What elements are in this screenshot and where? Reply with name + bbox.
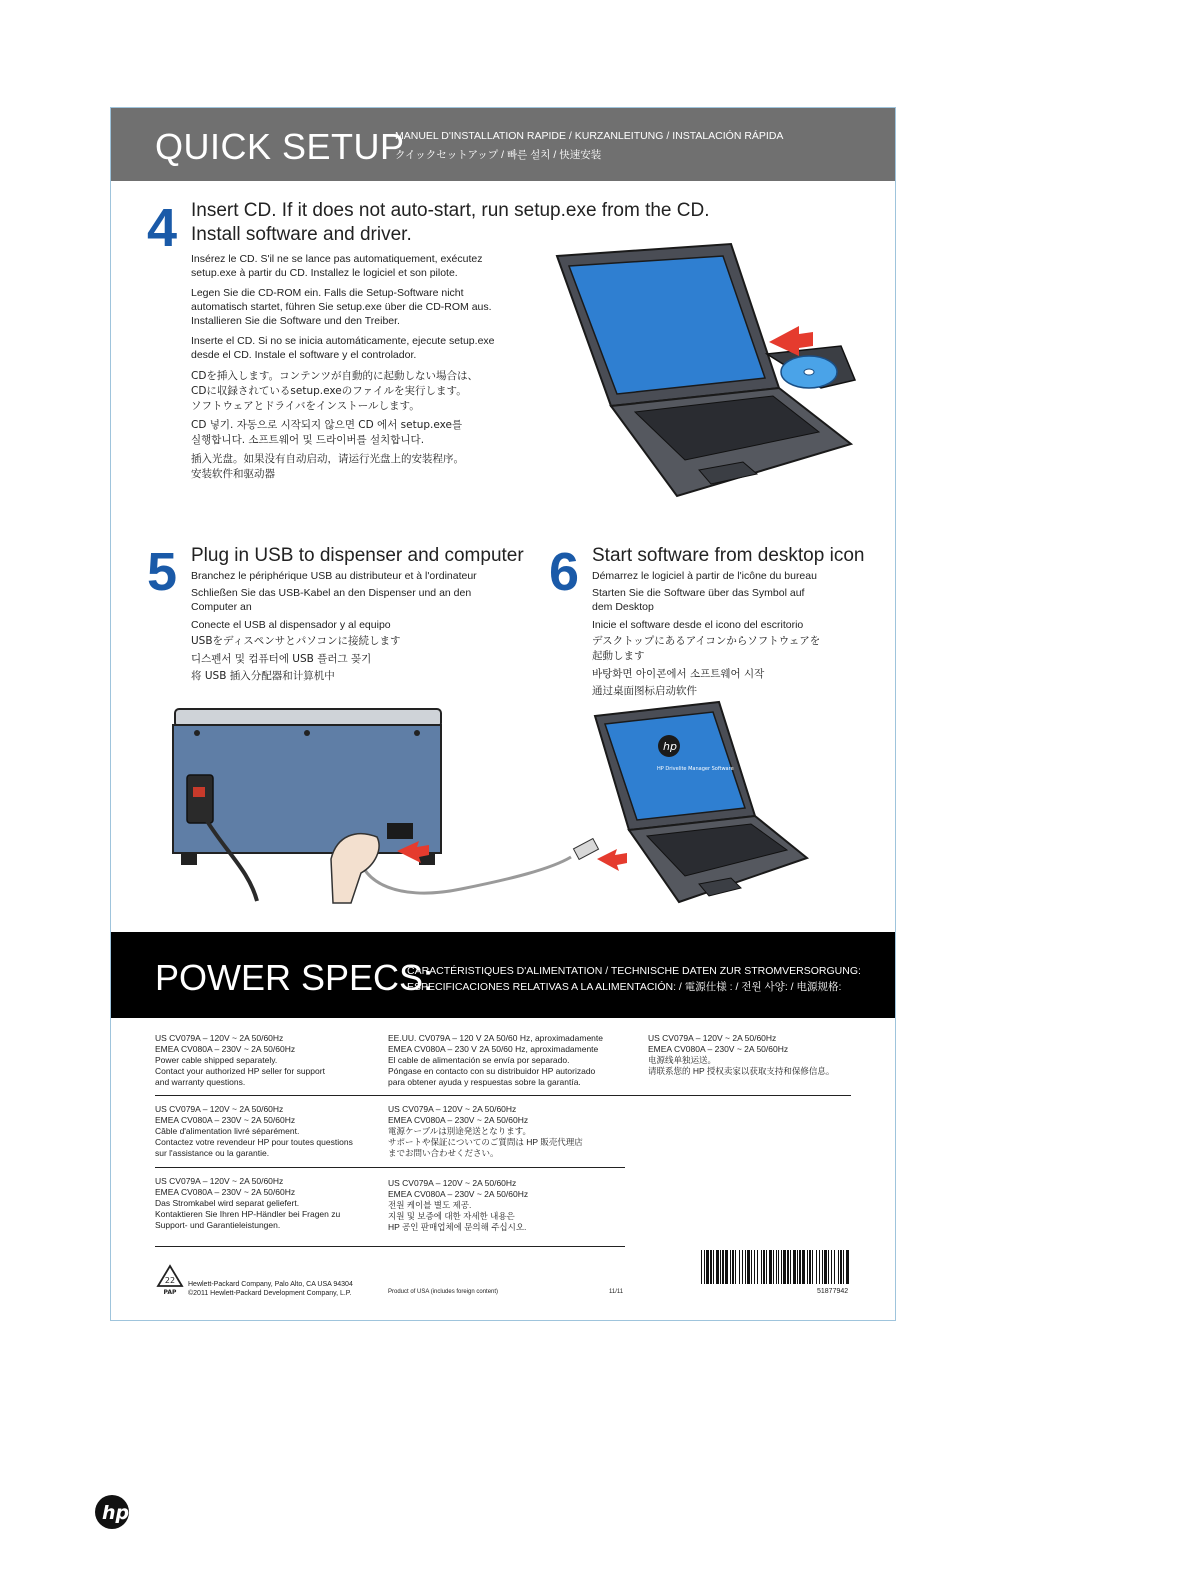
barcode-bar [809, 1250, 811, 1284]
barcode-bar [807, 1250, 808, 1284]
step4-text-es: Inserte el CD. Si no se inicia automáticamente, ejecute setup.exe desde el CD. Instale el software y el controlador. [191, 335, 495, 361]
power-specs-title: POWER SPECS: [155, 957, 434, 998]
laptop-cd-illustration [551, 238, 871, 498]
laptop-desktop-illustration [591, 698, 813, 908]
step6-text-ko: 바탕화면 아이콘에서 소프트웨어 시작 [592, 668, 765, 680]
barcode-bar [763, 1250, 765, 1284]
cd-hole [804, 369, 814, 375]
barcode-bar [790, 1250, 791, 1284]
barcode-bar [710, 1250, 712, 1284]
barcode-bar [819, 1250, 820, 1284]
barcode-bar [751, 1250, 752, 1284]
svg-text:22: 22 [164, 1276, 176, 1285]
barcode-bar [722, 1250, 724, 1284]
page-title: QUICK SETUP [155, 126, 405, 167]
barcode-bar [725, 1250, 728, 1284]
step4-title-line2: Install software and driver. [191, 224, 412, 245]
quick-setup-sheet [110, 107, 896, 1321]
spec-zh: US CV079A – 120V ~ 2A 50/60Hz EMEA CV080A – 230V ~ 2A 50/60Hz 电源线单独运送。 请联系您的 HP 授权卖家以获取支持和保修信息。 [648, 1033, 835, 1076]
step5-text-es: Conecte el USB al dispensador y al equipo [191, 619, 391, 631]
barcode-bar [834, 1250, 835, 1284]
step6-text-de: Starten Sie die Software über das Symbol auf dem Desktop [592, 587, 805, 613]
power-switch [193, 787, 205, 797]
barcode-bar [776, 1250, 777, 1284]
power-socket [187, 775, 213, 823]
part-number: 51877942 [817, 1288, 849, 1295]
barcode-bar [812, 1250, 813, 1284]
step4-text-ko: CD 넣기. 자동으로 시작되지 않으면 CD 에서 setup.exe를 실행합니다. 소프트웨어 및 드라이버를 설치합니다. [191, 419, 463, 446]
power-specs-header [111, 932, 895, 1018]
barcode-bar [739, 1250, 740, 1284]
step4-text-zh: 插入光盘。如果没有自动启动，请运行光盘上的安装程序。 安装软件和驱动器 [191, 453, 464, 480]
step4-number: 4 [147, 198, 178, 258]
step5-number: 5 [147, 542, 178, 602]
barcode-bar [730, 1250, 731, 1284]
barcode-bar [757, 1250, 758, 1284]
barcode-bar [766, 1250, 767, 1284]
header-subtitle-line1: MANUEL D'INSTALLATION RAPIDE / KURZANLEITUNG / INSTALACIÓN RÁPIDA [395, 130, 784, 142]
barcode-bar [797, 1250, 798, 1284]
recycle-icon [155, 1264, 185, 1296]
barcode-bar [769, 1250, 772, 1284]
dispenser-usb-illustration [161, 703, 631, 913]
barcode-bar [793, 1250, 796, 1284]
barcode-bar [781, 1250, 782, 1284]
spec-de: US CV079A – 120V ~ 2A 50/60Hz EMEA CV080A – 230V ~ 2A 50/60Hz Das Stromkabel wird separat geliefert. Kontaktieren Sie Ihren HP-Händler bei Fragen zu Support- und Garantieleistungen. [155, 1176, 341, 1230]
barcode-bar [843, 1250, 844, 1284]
spec-divider-1 [155, 1095, 851, 1096]
spec-divider-3 [155, 1246, 625, 1247]
step4-text-ja: CDを挿入します。コンテンツが自動的に起動しない場合は、 CDに収録されているsetup.exeのファイルを実行します。 ソフトウェアとドライバをインストールします。 [191, 370, 479, 412]
company-info: Hewlett-Packard Company, Palo Alto, CA USA 94304 ©2011 Hewlett-Packard Development Company, L.P. [188, 1281, 353, 1297]
barcode-bar [799, 1250, 801, 1284]
barcode-bar [840, 1250, 842, 1284]
barcode-bar [742, 1250, 743, 1284]
step4-text-de: Legen Sie die CD-ROM ein. Falls die Setup-Software nicht automatisch startet, führen Sie setup.exe über die CD-ROM aus. Installieren Sie die Software und den Treiber. [191, 287, 492, 327]
step5-text-de: Schließen Sie das USB-Kabel an den Dispenser und an den Computer an [191, 587, 472, 613]
barcode-bar [773, 1250, 774, 1284]
barcode-bar [735, 1250, 736, 1284]
spec-ja: US CV079A – 120V ~ 2A 50/60Hz EMEA CV080A – 230V ~ 2A 50/60Hz 電源ケーブルは別途発送となります。 サポートや保証についてのご質問は HP 販売代理店 までお問い合わせください。 [388, 1104, 583, 1158]
barcode-bar [828, 1250, 829, 1284]
barcode-bar [720, 1250, 721, 1284]
power-subtitle-line1: CARACTÉRISTIQUES D'ALIMENTATION / TECHNISCHE DATEN ZUR STROMVERSORGUNG: [407, 965, 861, 977]
hp-logo-icon [94, 1494, 130, 1530]
barcode-bar [701, 1250, 702, 1284]
usb-port [387, 823, 413, 839]
barcode-icon [701, 1250, 851, 1284]
step5-text-zh: 将 USB 插入分配器和计算机中 [191, 670, 335, 682]
quick-setup-header [111, 108, 895, 181]
barcode-bar [706, 1250, 709, 1284]
spec-en: US CV079A – 120V ~ 2A 50/60Hz EMEA CV080A – 230V ~ 2A 50/60Hz Power cable shipped separately. Contact your authorized HP seller for support and warranty questions. [155, 1033, 325, 1087]
barcode-bar [783, 1250, 786, 1284]
origin-text: Product of USA (includes foreign content) [388, 1289, 499, 1295]
step4-text-fr: Insérez le CD. S'il ne se lance pas automatiquement, exécutez setup.exe à partir du CD. Installez le logiciel et son pilote. [191, 253, 483, 279]
step6-text-es: Inicie el software desde el icono del escritorio [592, 619, 804, 631]
step6-text-zh: 通过桌面图标启动软件 [592, 685, 697, 697]
spec-ko: US CV079A – 120V ~ 2A 50/60Hz EMEA CV080A – 230V ~ 2A 50/60Hz 전원 케이블 별도 제공. 지원 및 보증에 대한 자세한 내용은 HP 공인 판매업체에 문의해 주십시오. [388, 1178, 529, 1232]
barcode-bar [802, 1250, 805, 1284]
barcode-bar [787, 1250, 789, 1284]
barcode-bar [732, 1250, 734, 1284]
barcode-bar [831, 1250, 832, 1284]
barcode-bar [816, 1250, 817, 1284]
step5-title: Plug in USB to dispenser and computer [191, 545, 524, 566]
date-code: 11/11 [609, 1289, 624, 1295]
step6-title: Start software from desktop icon [592, 545, 865, 566]
barcode-bar [754, 1250, 755, 1284]
header-subtitle-line2: クイックセットアップ / 빠른 설치 / 快速安装 [395, 149, 602, 161]
step5-text-ja: USBをディスペンサとパソコンに接続します [191, 635, 401, 647]
svg-text:hp: hp [663, 740, 677, 753]
hand [331, 834, 379, 903]
spec-divider-2 [155, 1167, 625, 1168]
power-subtitle-line2: ESPECIFICACIONES RELATIVAS A LA ALIMENTACIÓN: / 電源仕様 : / 전원 사양: / 电源规格: [407, 981, 842, 993]
step4-title-line1: Insert CD. If it does not auto-start, run setup.exe from the CD. [191, 200, 710, 221]
step6-text-fr: Démarrez le logiciel à partir de l'icône du bureau [592, 570, 817, 582]
step6-text-ja: デスクトップにあるアイコンからソフトウェアを 起動します [592, 635, 821, 662]
barcode-bar [745, 1250, 746, 1284]
barcode-bar [822, 1250, 823, 1284]
svg-text:PAP: PAP [163, 1289, 177, 1296]
barcode-bar [704, 1250, 705, 1284]
barcode-bar [761, 1250, 762, 1284]
barcode-bar [846, 1250, 849, 1284]
step5-text-fr: Branchez le périphérique USB au distributeur et à l'ordinateur [191, 570, 477, 582]
barcode-bar [824, 1250, 827, 1284]
barcode-bar [713, 1250, 714, 1284]
barcode-bar [747, 1250, 750, 1284]
barcode-bar [838, 1250, 839, 1284]
step6-number: 6 [549, 542, 580, 602]
barcode-bar [716, 1250, 719, 1284]
barcode-bar [778, 1250, 779, 1284]
step5-text-ko: 디스펜서 및 컴퓨터에 USB 플러그 꽂기 [191, 653, 372, 665]
spec-fr: US CV079A – 120V ~ 2A 50/60Hz EMEA CV080A – 230V ~ 2A 50/60Hz Câble d'alimentation livré séparément. Contactez votre revendeur HP pour toutes questions sur l'assistance ou la garantie. [155, 1104, 353, 1158]
laptop2-screen-text: HP Drivelite Manager Software [657, 766, 734, 772]
spec-es: EE.UU. CV079A – 120 V 2A 50/60 Hz, aproximadamente EMEA CV080A – 230 V 2A 50/60 Hz, aproximadamente El cable de alimentación se envía por separado. Póngase en contacto con su distribuidor HP autorizado para obtener ayuda y respuestas sobre la garantía. [388, 1033, 603, 1087]
svg-text:hp: hp [102, 1502, 130, 1524]
